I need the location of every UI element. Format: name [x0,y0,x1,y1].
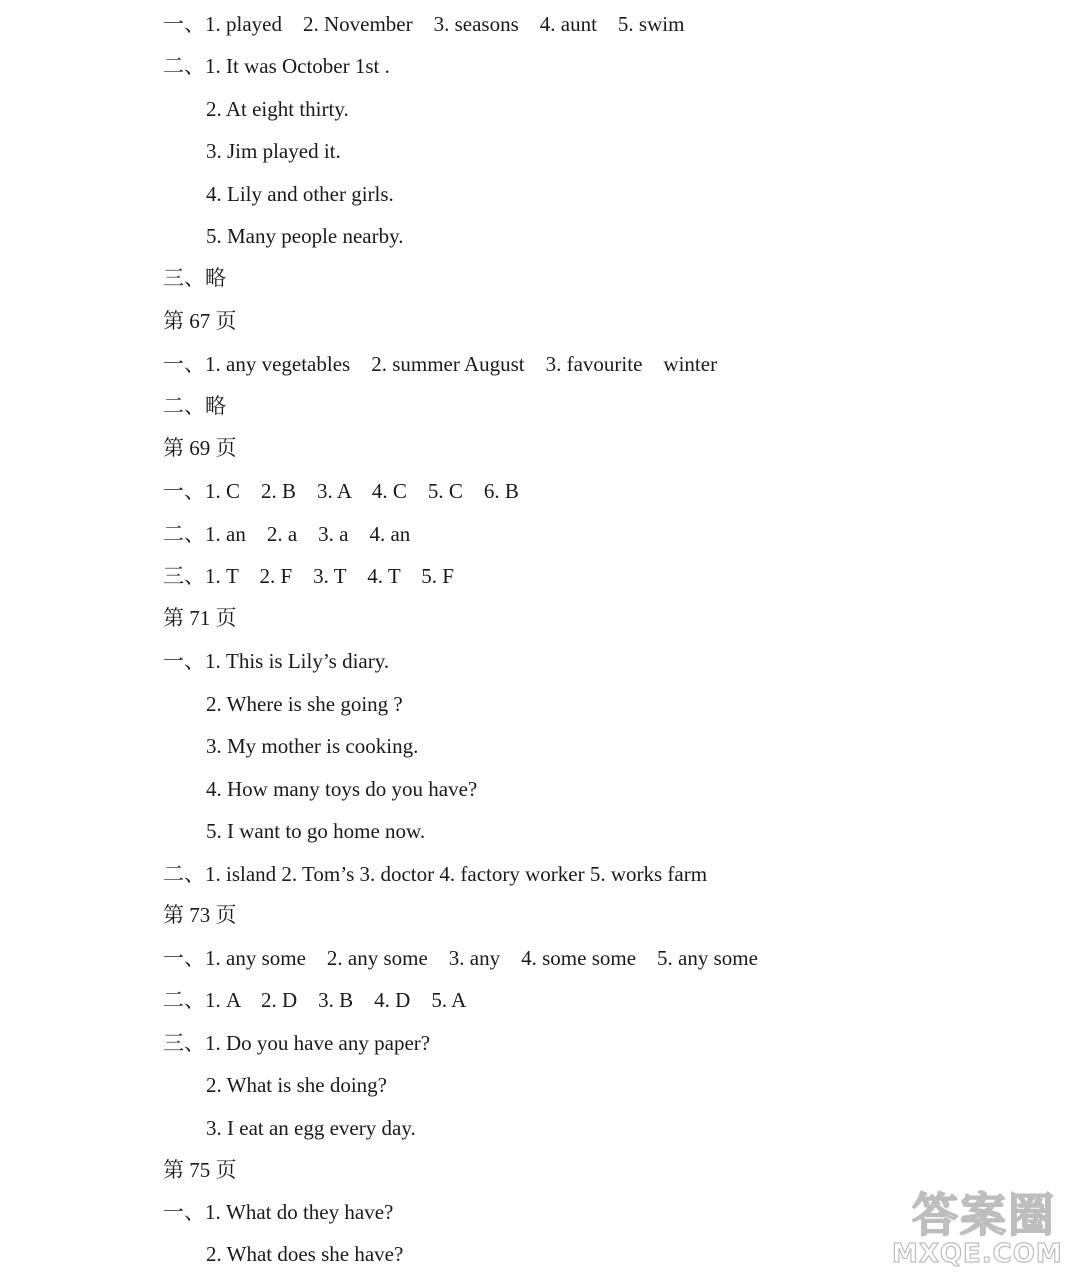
answer-line: 二、略 [163,394,226,418]
answer-line: 2. At eight thirty. [206,97,349,121]
answer-line: 二、1. island 2. Tom’s 3. doctor 4. factory worker 5. works farm [163,862,708,886]
site-watermark [892,1179,1072,1269]
answer-line: 一、1. played 2. November 3. seasons 4. aunt 5. swim [163,12,685,36]
answer-line: 三、1. Do you have any paper? [163,1031,431,1055]
answer-line: 三、1. T 2. F 3. T 4. T 5. F [163,564,454,588]
page-heading: 第 69 页 [163,436,237,460]
page-heading: 第 73 页 [163,903,237,927]
answer-line: 3. Jim played it. [206,139,341,163]
answer-line: 3. My mother is cooking. [206,734,419,758]
answer-line: 2. Where is she going ? [206,692,403,716]
watermark-url: MXQE.COM [892,1239,1063,1269]
page-heading: 第 67 页 [163,309,237,333]
answer-line: 3. I eat an egg every day. [206,1116,416,1140]
answer-line: 二、1. an 2. a 3. a 4. an [163,522,411,546]
page-heading: 第 75 页 [163,1158,237,1182]
answer-line: 2. What does she have? [206,1242,404,1266]
answer-line: 5. I want to go home now. [206,819,426,843]
page-heading: 第 71 页 [163,606,237,630]
answer-line: 5. Many people nearby. [206,224,404,248]
answer-line: 一、1. any some 2. any some 3. any 4. some some 5. any some [163,946,758,970]
watermark-logo-text: 答案圈 [912,1188,1056,1242]
answer-line: 2. What is she doing? [206,1073,388,1097]
answer-line: 4. How many toys do you have? [206,777,478,801]
answer-line: 4. Lily and other girls. [206,182,394,206]
answer-line: 一、1. What do they have? [163,1200,394,1224]
answer-line: 三、略 [163,266,226,290]
answer-line: 一、1. This is Lily’s diary. [163,649,390,673]
answer-line: 二、1. A 2. D 3. B 4. D 5. A [163,988,467,1012]
answer-line: 一、1. C 2. B 3. A 4. C 5. C 6. B [163,479,519,503]
answer-line: 二、1. It was October 1st . [163,54,390,78]
answer-line: 一、1. any vegetables 2. summer August 3. favourite winter [163,352,718,376]
